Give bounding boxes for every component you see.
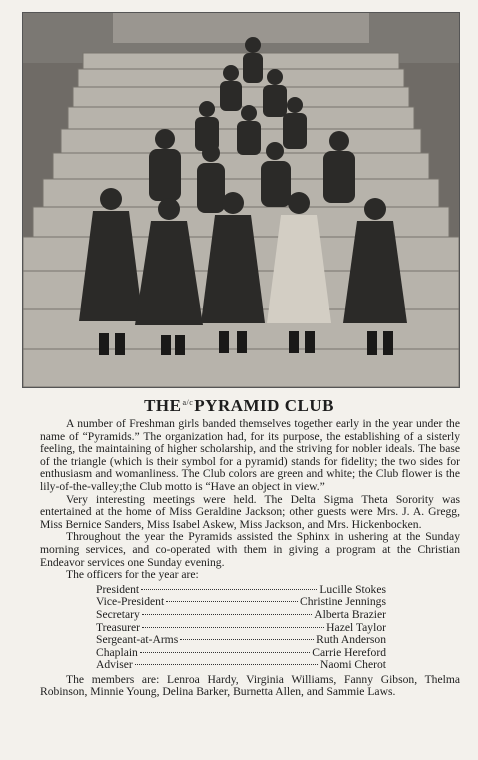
officers-list [96, 584, 386, 672]
intro-paragraph: A number of Freshman girls banded themselves together early in the year under the name of “Pyramids.” The organization had, for its purpose, the establishing of a sisterly feeling, the maintaining of higher scholarship, and the striving for nobler ideals. The base of the triangle (which is their symbol for a pyramid) stands for fidelity; the two sides for enthusiasm and womanliness. The Club colors are green and white; the Club flower is the lily-of-the-valley;the Club motto is “Have an object in view.” [40, 417, 460, 493]
group-photo [22, 12, 460, 388]
officer-role: Sergeant-at-Arms [96, 633, 179, 647]
officer-role: Secretary [96, 607, 140, 621]
article-body [40, 418, 460, 699]
members-paragraph: The members are: Lenroa Hardy, Virginia Williams, Fanny Gibson, Thelma Robinson, Minnie Young, Delina Barker, Burnetta Allen, and Sammie Laws. [40, 672, 460, 699]
officer-name: Lucille Stokes [319, 582, 386, 596]
title-superscript: a/c [182, 398, 194, 407]
officer-name: Christine Jennings [300, 595, 386, 609]
officer-role: Vice-President [96, 595, 165, 609]
title-name: PYRAMID CLUB [194, 396, 334, 415]
leader-dots [180, 639, 314, 640]
leader-dots [135, 664, 318, 665]
officer-role: Treasurer [96, 620, 141, 634]
title-prefix: THE [144, 396, 182, 415]
officer-role: Adviser [96, 658, 133, 672]
officer-role: President [96, 582, 140, 596]
leader-dots [142, 614, 312, 615]
officer-name: Alberta Brazier [314, 607, 386, 621]
officer-row [96, 609, 386, 622]
leader-dots [142, 627, 324, 628]
group-photo-illustration [23, 13, 459, 387]
officer-name: Naomi Cherot [319, 658, 386, 672]
officer-row [96, 634, 386, 647]
officers-intro: The officers for the year are: [66, 568, 199, 582]
officer-name: Ruth Anderson [316, 633, 386, 647]
leader-dots [166, 601, 298, 602]
meetings-paragraph: Very interesting meetings were held. The Delta Sigma Theta Sorority was entertained at the home of Miss Geraldine Jackson; other guests were Mrs. J. A. Gregg, Miss Bernice Sanders, Miss Isabel Askew, Miss Jackson, and Mrs. Hickenbocken. [40, 492, 460, 531]
officer-name: Hazel Taylor [326, 620, 386, 634]
leader-dots [141, 589, 317, 590]
officer-name: Carrie Hereford [312, 645, 386, 659]
club-title [0, 396, 478, 416]
officer-row [96, 659, 386, 672]
officer-role: Chaplain [96, 645, 138, 659]
leader-dots [140, 652, 310, 653]
service-paragraph: Throughout the year the Pyramids assisted the Sphinx in ushering at the Sunday morning services, and co-operated with them in giving a program at the Christian Endeavor services one Sunday evening. [40, 530, 460, 569]
